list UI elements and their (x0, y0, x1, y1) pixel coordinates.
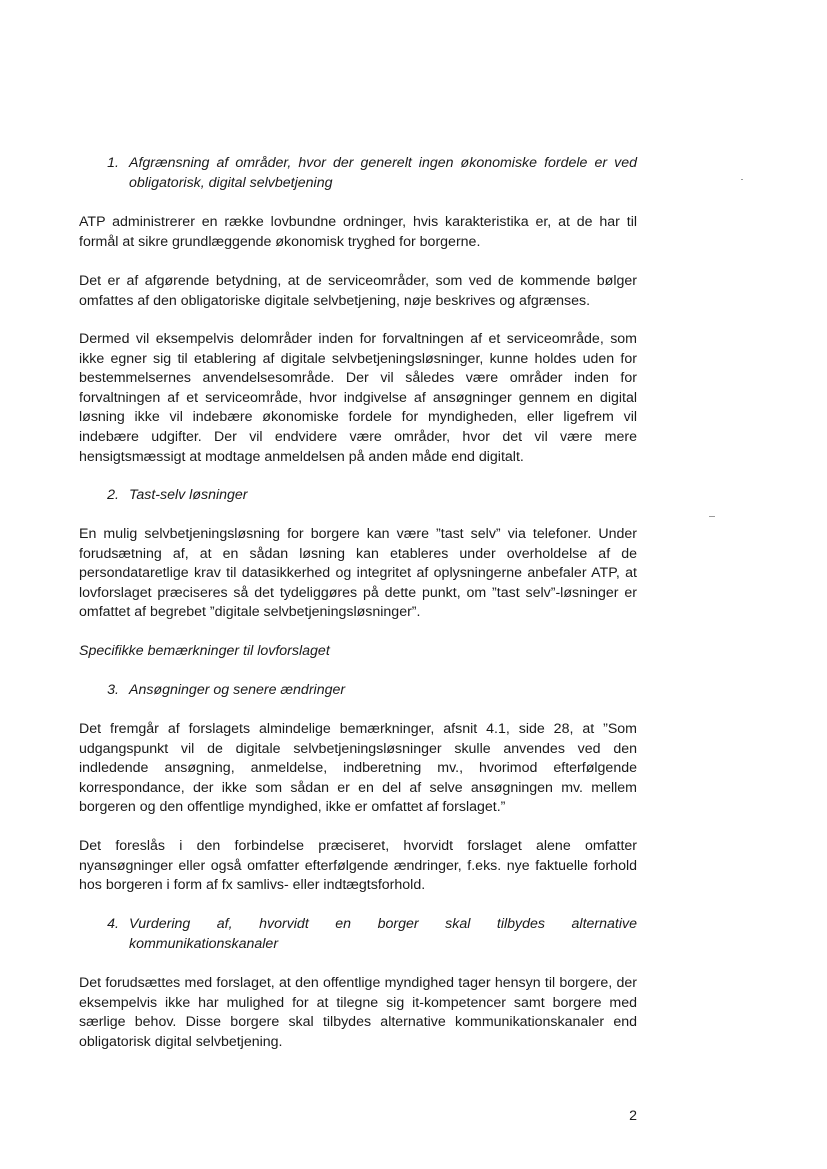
section-2-title: Tast-selv løsninger (129, 487, 248, 503)
paragraph-3: Dermed vil eksempelvis delområder inden for forvaltningen af et serviceområde, som ikke egner sig til etablering af digitale selvbetjeningsløsninger, kunne holdes uden for bestemmelsernes anvendelsesområde. Der vil således være områder inden for forvaltningen af et serviceområde, hvor indgivelse af ansøgninger gennem en digital løsning ikke vil indebære økonomiske fordele for myndigheden, eller ligefrem vil indebære udgifter. Der vil endvidere være områder, hvor det vil være mere hensigtsmæssigt at modtage anmeldelsen på anden måde end digitalt. (79, 331, 637, 465)
scan-speck (741, 179, 743, 180)
section-1-number: 1. (107, 155, 119, 171)
paragraph-7: Det forudsættes med forslaget, at den offentlige myndighed tager hensyn til borgere, der eksempelvis ikke har mulighed for at tilegne sig it-kompetencer samt borgere med særlige behov. Disse borgere skal tilbydes alternative kommunikationskanaler end obligatorisk digital selvbetjening. (79, 975, 637, 1050)
page-number: 2 (629, 1108, 637, 1124)
section-4-number: 4. (107, 916, 119, 932)
scan-speck (709, 516, 715, 517)
section-1-title-line1: Afgrænsning af områder, hvor der generelt ingen økonomiske fordele er ved (129, 155, 637, 171)
section-3-title: Ansøgninger og senere ændringer (129, 682, 346, 698)
paragraph-4: En mulig selvbetjeningsløsning for borgere kan være ”tast selv” via telefoner. Under forudsætning af, at en sådan løsning kan etableres under overholdelse af de persondataretlige krav til datasikkerhed og integritet af oplysningerne anbefaler ATP, at lovforslaget præciseres så det tydeliggøres på dette punkt, om ”tast selv”-løsninger er omfattet af begrebet ”digitale selvbetjeningsløsninger”. (79, 526, 637, 621)
paragraph-6: Det foreslås i den forbindelse præciseret, hvorvidt forslaget alene omfatter nyansøgninger eller også omfatter efterfølgende ændringer, f.eks. nye faktuelle forhold hos borgeren i form af fx samlivs- eller indtægtsforhold. (79, 838, 637, 894)
subheading-specific-remarks: Specifikke bemærkninger til lovforslaget (79, 643, 330, 659)
section-2-number: 2. (107, 487, 119, 503)
paragraph-1: ATP administrerer en række lovbundne ordninger, hvis karakteristika er, at de har til formål at sikre grundlæggende økonomisk tryghed for borgerne. (79, 214, 637, 250)
section-1-title-line2: obligatorisk, digital selvbetjening (129, 175, 333, 191)
section-4-title-line2: kommunikationskanaler (129, 936, 279, 952)
section-4-title-line1: Vurdering af, hvorvidt en borger skal tilbydes alternative (129, 916, 637, 932)
paragraph-5: Det fremgår af forslagets almindelige bemærkninger, afsnit 4.1, side 28, at ”Som udgangspunkt vil de digitale selvbetjeningsløsninger skulle anvendes ved den indledende ansøgning, anmeldelse, indberetning mv., hvorimod efterfølgende korrespondance, der ikke som sådan er en del af selve ansøgningen mv. mellem borgeren og den offentlige myndighed, ikke er omfattet af forslaget.” (79, 721, 637, 816)
paragraph-2: Det er af afgørende betydning, at de serviceområder, som ved de kommende bølger omfattes af den obligatoriske digitale selvbetjening, nøje beskrives og afgrænses. (79, 273, 637, 309)
section-3-number: 3. (107, 682, 119, 698)
